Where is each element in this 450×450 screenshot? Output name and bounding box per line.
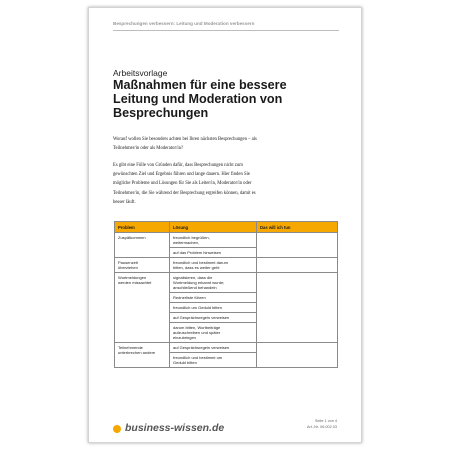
document-kicker: Arbeitsvorlage: [113, 68, 168, 78]
table-header-row: [115, 222, 338, 233]
solution-item: darum bitten, Wortbeiträge aufzuschreiben und später einzubringen: [173, 325, 221, 340]
article-number: Art.-Nr. 06.002.03: [307, 425, 337, 429]
problem-text: Wortmeldungen: [118, 275, 147, 280]
paragraph-line: mögliche Probleme und Lösungen für Sie als Leiter/in, Moderator/in oder: [113, 181, 252, 187]
paragraph-line: Worauf wollen Sie besonders achten bei Ihren nächsten Besprechungen – als: [113, 137, 257, 142]
problem-text: überziehen: [118, 265, 138, 270]
document-page: [88, 7, 362, 443]
solution-item: freundlich begrüßen, weitermachen,: [170, 233, 256, 248]
table-row: [115, 233, 338, 258]
brand-logo: business-wissen.de: [125, 422, 225, 434]
solution-item: auf Gesprächsregeln verweisen: [170, 313, 256, 323]
action-cell[interactable]: [257, 273, 338, 343]
table-row: [115, 343, 338, 368]
paragraph-line: besser läuft.: [113, 199, 136, 205]
solution-item: freundlich und bestimmt um Geduld bitten: [173, 355, 223, 365]
title-line: Leitung und Moderation von: [113, 92, 283, 106]
solution-item: auf das Problem hinweisen: [173, 250, 222, 255]
solution-item: Rednerliste führen: [170, 293, 256, 303]
worksheet-table: [114, 221, 338, 368]
problem-text: werden missachtet: [118, 280, 152, 285]
page-number: Seite 1 von 4: [314, 419, 337, 423]
column-header-problem: Problem: [115, 222, 170, 233]
problem-text: Teilnehmende: [118, 345, 143, 350]
solution-item: auf Gesprächsregeln verweisen: [170, 343, 256, 353]
solution-item: freundlich und bestimmt darum bitten, dass es weiter geht: [173, 260, 228, 270]
action-cell[interactable]: [257, 233, 338, 258]
logo-dot-icon: [113, 425, 121, 433]
problem-cell: [115, 343, 170, 368]
problem-cell: [115, 258, 170, 273]
body-paragraph: [113, 161, 335, 207]
header-divider: [113, 30, 339, 31]
problem-text: unterbrechen andere: [118, 350, 156, 355]
problem-cell: [115, 273, 170, 343]
paragraph-line: Teilnehmer/in, die Sie während der Besprechung ergreifen können, damit es: [113, 190, 256, 196]
solution-item: signalisieren, dass die Wortmeldung erkannt wurde; anschließend behandeln: [170, 273, 256, 293]
intro-paragraph: [113, 135, 335, 153]
problem-text: Pausenzeit: [118, 260, 138, 265]
column-header-action: Das will ich tun: [257, 222, 338, 233]
action-cell[interactable]: [257, 258, 338, 273]
paragraph-line: Teilnehmer/in oder als Moderator/in?: [113, 146, 184, 152]
paragraph-line: gewünschten Ziel und Ergebnis führen und lange dauern. Hier finden Sie: [113, 172, 250, 178]
footer-info: [307, 418, 337, 430]
solution-item: freundlich um Geduld bitten: [170, 303, 256, 313]
solution-cell: [170, 258, 257, 273]
problem-cell: [115, 233, 170, 258]
action-cell[interactable]: [257, 343, 338, 368]
problem-text: Zuspätkommen: [118, 235, 146, 240]
title-line: Maßnahmen für eine bessere: [113, 78, 287, 92]
solution-cell: [170, 233, 257, 258]
solution-cell: [170, 343, 257, 368]
title-line: Besprechungen: [113, 106, 209, 120]
column-header-solution: Lösung: [170, 222, 257, 233]
table-row: [115, 258, 338, 273]
document-title: [113, 78, 343, 120]
running-header: Besprechungen verbessern: Leitung und Moderation verbessern: [113, 21, 255, 26]
paragraph-line: Es gibt eine Fülle von Gründen dafür, dass Besprechungen nicht zum: [113, 163, 243, 168]
solution-cell: [170, 273, 257, 343]
table-row: [115, 273, 338, 343]
